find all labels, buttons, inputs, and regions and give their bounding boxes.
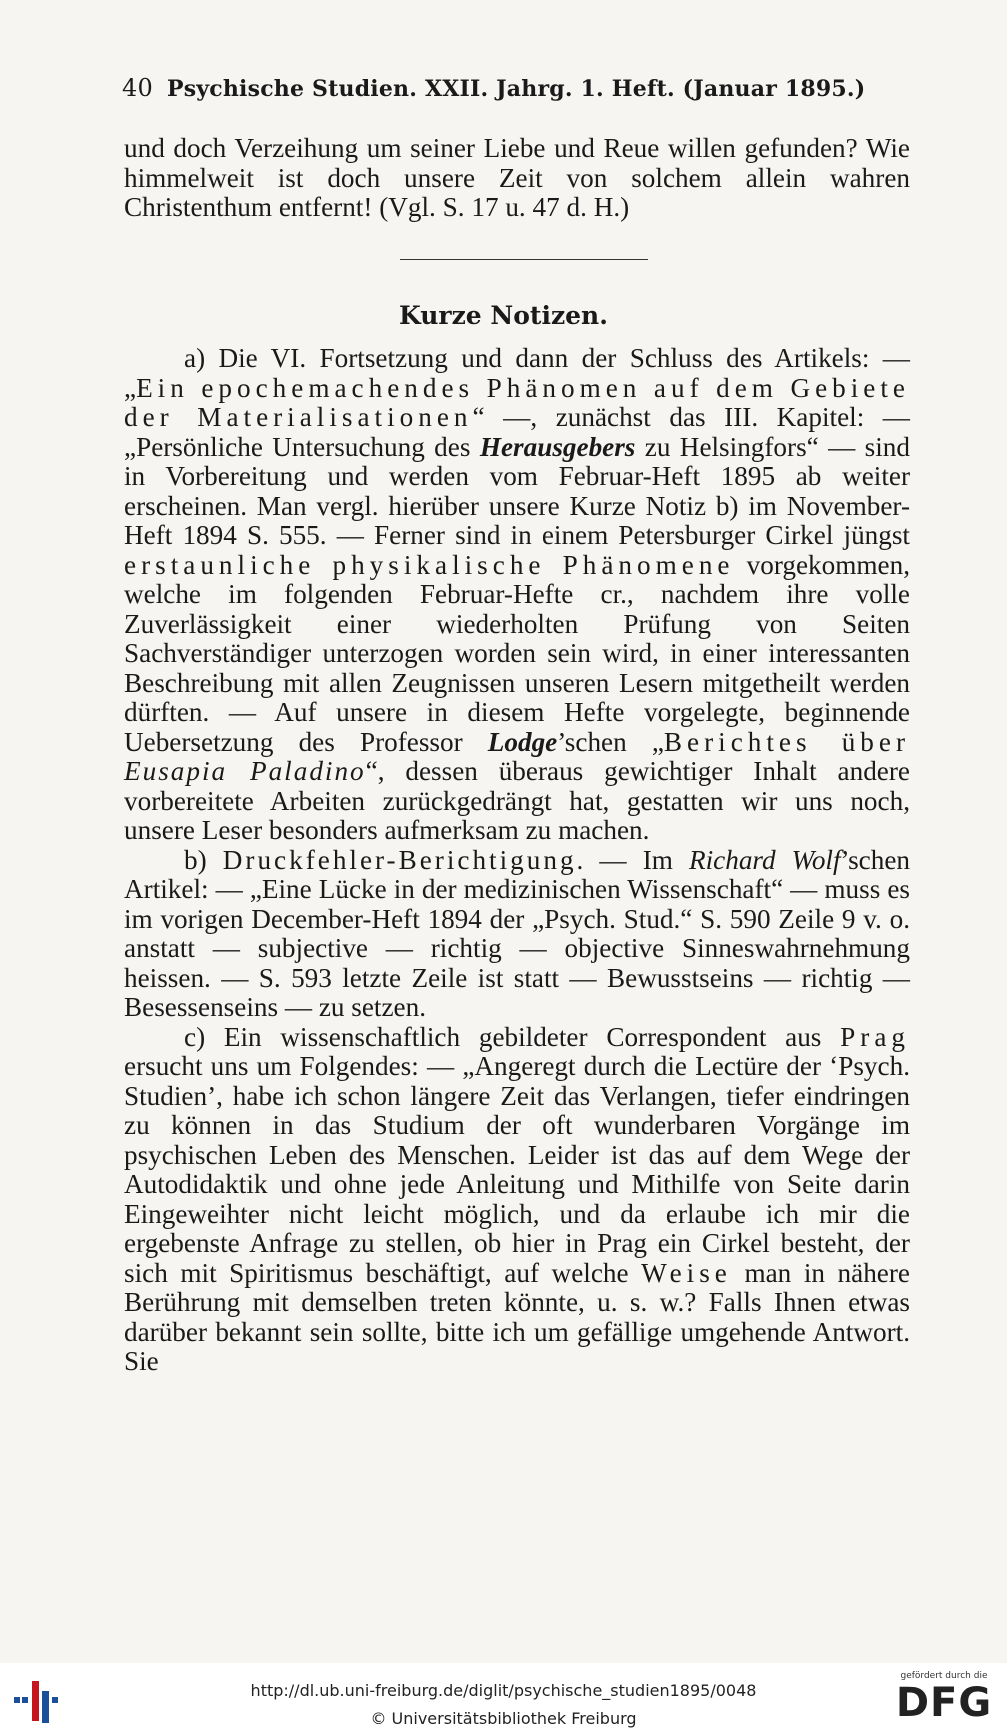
note-b [124, 846, 910, 1023]
section-title: Kurze Notizen. [399, 301, 608, 330]
note-a-name-paladino: Eusapia Paladino [124, 756, 366, 786]
note-b-text-1: b) [184, 844, 223, 875]
note-b-name-wolf: Richard Wolf [689, 844, 841, 875]
note-c-spaced-prag: Prag [840, 1021, 910, 1052]
note-a-text-5: ’schen „ [557, 726, 664, 757]
dfg-logo [890, 1671, 998, 1725]
footer-url[interactable]: http://dl.ub.uni-freiburg.de/diglit/psychische_studien1895/0048 [250, 1681, 757, 1700]
notes-body [124, 344, 910, 1377]
footer-copyright: © Universitätsbibliothek Freiburg [370, 1709, 637, 1728]
note-a-spaced-phenomena: erstaunliche physikalische Phänomene [124, 549, 735, 580]
note-a [124, 344, 910, 846]
dfg-logo-text: DFG [895, 1680, 993, 1726]
note-c-text-1: c) Ein wissenschaftlich gebildeter Correspondent aus [184, 1021, 841, 1052]
note-a-text-7: “, dessen überaus gewichtiger Inhalt andere vorbereitete Arbeiten zurückgedrängt hat, gestatten wir uns noch, unsere Leser besonders aufmerksam zu machen. [124, 756, 910, 845]
running-header [122, 74, 912, 102]
note-c [124, 1023, 910, 1377]
note-a-text-3: zu Helsingfors“ — sind in Vorbereitung und werden vom Februar-Heft 1895 ab weiter erscheinen. Man vergl. hierüber unsere Kurze Notiz b) im November-Heft 1894 S. 555. — Ferner sind in einem Petersburger Cirkel jüngst [124, 431, 910, 550]
note-b-text-3: ’schen Artikel: — „Eine Lücke in der medizinischen Wissenschaft“ — muss es im vorigen December-Heft 1894 der „Psych. Stud.“ S. 590 Zeile 9 v. o. anstatt — subjective — richtig — objective Sinneswahrnehmung heissen. — S. 593 letzte Zeile ist statt — Bewusstseins — richtig — Besessenseins — zu setzen. [124, 844, 911, 1022]
note-a-spaced-title: Ein epochemachendes Phänomen auf dem Gebiete der Materialisationen [124, 372, 910, 432]
note-c-spaced-weise: Weise [641, 1257, 732, 1288]
running-title: Psychische Studien. XXII. Jahrg. 1. Heft. (Januar 1895.) [166, 76, 866, 102]
note-b-text-2: . — Im [576, 844, 690, 875]
note-c-text-2: ersucht uns um Folgendes: — „Angeregt durch die Lectüre der ‘Psych. Studien’, habe ich schon längere Zeit das Verlangen, tiefer eindringen zu können in das Studium der oft wunderbaren Vorgänge im psychischen Leben des Menschen. Leider ist das auf dem Wege der Autodidaktik und ohne jede Anleitung und Mithilfe von Seite darin Eingeweihter nicht leicht möglich, und da erlaube ich mir die ergebenste Anfrage zu stellen, ob hier in Prag ein Cirkel besteht, der sich mit Spiritismus beschäftigt, auf welche [124, 1051, 910, 1288]
page-number: 40 [122, 74, 153, 102]
note-a-text-2: “ —, zunächst das III. Kapitel: — „Persönliche Untersuchung des [124, 402, 910, 462]
note-a-name-herausgebers: Herausgebers [479, 431, 636, 462]
note-a-text-4: vorgekommen, welche im folgenden Februar-Hefte cr., nachdem ihre volle Zuverlässigkeit einer wiederholten Prüfung von Seiten Sachverständiger unterzogen worden sein wird, in einer interessanten Beschreibung mit allen Zeugnissen unseren Lesern mitgetheilt werden dürften. — Auf unsere in diesem Hefte vorgelegte, beginnende Uebersetzung des Professor [124, 549, 910, 757]
note-a-text-1: a) Die VI. Fortsetzung und dann der Schluss des Artikels: — „ [124, 343, 910, 403]
footer-bar [0, 1663, 1007, 1736]
dfg-funder-text: gefördert durch die [900, 1671, 988, 1681]
note-c-text-3: man in nähere Berührung mit demselben treten könnte, u. s. w.? Falls Ihnen etwas darüber bekannt sein sollte, bitte ich um gefällige umgehende Antwort. Sie [124, 1257, 910, 1376]
note-a-spaced-berichtes: Berichtes über [663, 726, 911, 757]
note-b-spaced-title: Druckfehler-Berichtigung [222, 844, 577, 875]
note-a-name-lodge: Lodge [487, 726, 558, 757]
section-divider [400, 259, 648, 260]
intro-paragraph: und doch Verzeihung um seiner Liebe und Reue willen gefunden? Wie himmelweit ist doch unsere Zeit von solchem allein wahren Christenthum entfernt! (Vgl. S. 17 u. 47 d. H.) [124, 133, 910, 222]
